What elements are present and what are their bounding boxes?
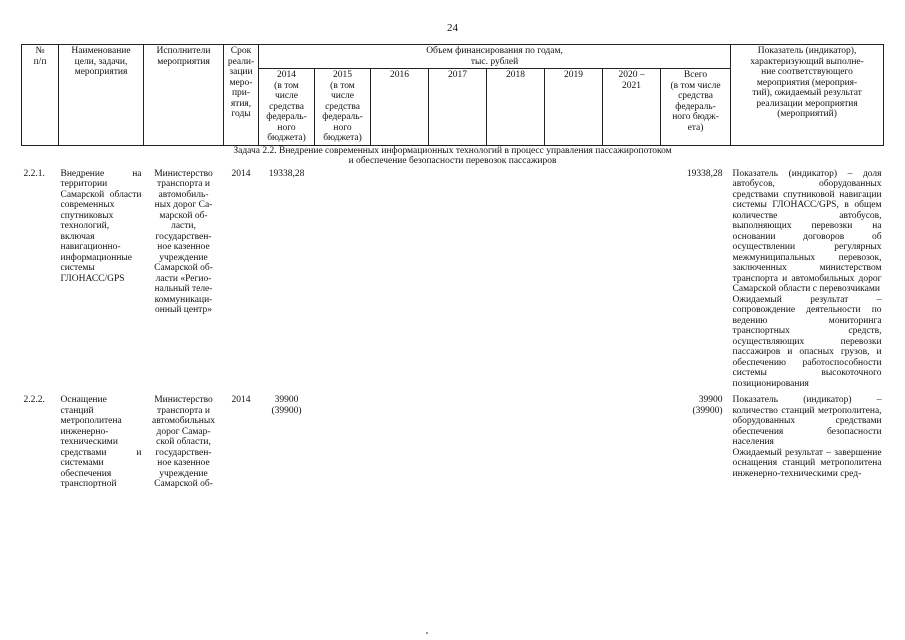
financing-table [21,44,884,490]
page-number: 24 [447,22,458,34]
row-value-2014: 19338,28 [268,168,305,179]
header-year-2020-2021: 2020 – 2021 [603,69,661,146]
header-executors: Исполнители мероприятия [144,45,224,146]
header-year-2018: 2018 [487,69,545,146]
row-indicator: Показатель (индикатор) – доля автобусов, оборудованных средствами спутниковой навигации системы ГЛОНАСС/GPS, в общем количестве автобусов, выполняющих перевозки на основании договоров об осуществлении регулярных межмуниципальных перевозок, заключенных министерством транспорта и автомобильных дорог Самарской области с перевозчиками Ожидаемый результат – сопровождение деятельности по ведению мониторинга транспортных средств, осуществляющих перевозки пассажиров и опасных грузов, и обеспечению работоспособности системы высокоточного позиционирования [732,168,882,389]
row-executors: Министерство транспорта и автомобильных дорог Самар- ской области, государствен- ное казенное учреждение Самарской об- [151,395,216,489]
table-row [22,167,884,390]
header-num: № п/п [22,45,59,146]
row-name: Внедрение на территории Самарской области современных спутниковых технологий, включая навигационно-информационные системы ГЛОНАСС/GPS [60,168,142,284]
task-title: Задача 2.2. Внедрение современных информационных технологий в процесс управления пассажиропотоком и обеспечение безопасности перевозок пассажиров [233,145,672,166]
header-year-2019: 2019 [545,69,603,146]
header-term: Срок реали- зации меро- при- ятия, годы [224,45,259,146]
table-row [22,389,884,490]
row-total: 19338,28 [686,168,723,179]
row-name: Оснащение станций метрополитена инженерно-техническими средствами и системами обеспечения транспортной [60,395,142,489]
row-term: 2014 [231,395,251,405]
header-name: Наименование цели, задачи, мероприятия [59,45,144,146]
task-row [22,145,884,167]
header-year-2016: 2016 [371,69,429,146]
row-term: 2014 [231,168,251,179]
header-year-2017: 2017 [429,69,487,146]
row-num: 2.2.2. [23,395,45,405]
header-funding: Объем финансирования по годам, тыс. рублей [259,45,731,69]
row-num: 2.2.1. [23,168,45,179]
row-total: 39900 (39900) [692,395,723,416]
header-year-2015: 2015 (в том числе средства федераль- ного бюджета) [315,69,371,146]
header-total: Всего (в том числе средства федераль- ного бюдж- ета) [661,69,731,146]
header-year-2014: 2014 (в том числе средства федераль- ного бюджета) [259,69,315,146]
row-indicator: Показатель (индикатор) – количество станций метрополитена, оборудованных средствами обеспечения безопасности населения Ожидаемый результат – завершение оснащения станций метрополитена инженерно-техническими сред- [732,395,882,479]
header-indicator: Показатель (индикатор), характеризующий выполне- ние соответствующего мероприятия (мероприя- тий), ожидаемый результат реализации мероприятия (мероприятий) [731,45,884,146]
scan-speck [426,632,428,634]
row-value-2014: 39900 (39900) [271,395,302,416]
row-executors: Министерство транспорта и автомобиль- ных дорог Са- марской об- ласти, государствен- ное казенное учреждение Самарской об- ласти «Регио- нальный теле- коммуникаци- онный центр» [154,168,213,315]
